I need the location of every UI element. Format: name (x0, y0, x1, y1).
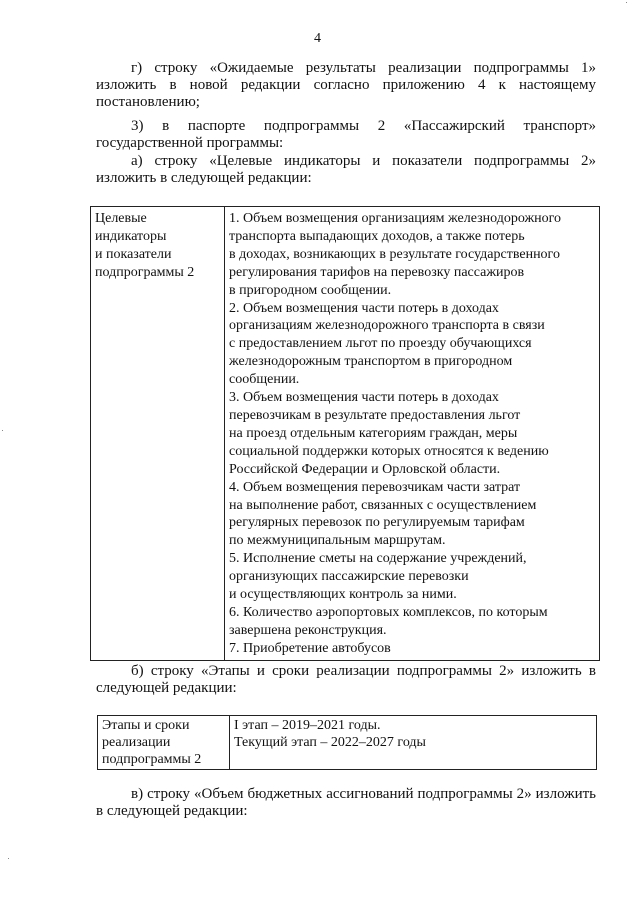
cell-line: завершена реконструкция. (229, 622, 387, 638)
paragraph-g: г) строку «Ожидаемые результаты реализации подпрограммы 1» изложить в новой редакции согласно приложению 4 к настоящему постановлению; (96, 60, 596, 110)
cell-line: на выполнение работ, связанных с осуществлением (229, 497, 537, 513)
cell-line: в пригородном сообщении. (229, 282, 392, 298)
cell-line: регулирования тарифов на перевозку пассажиров (229, 264, 525, 280)
cell-line: I этап – 2019–2021 годы. (234, 718, 381, 733)
table-value-cell (230, 716, 597, 770)
stages-table (97, 715, 597, 770)
cell-line: реализации (102, 735, 171, 750)
cell-line: перевозчикам в результате предоставления льгот (229, 407, 521, 423)
cell-line: социальной поддержки которых относятся к ведению (229, 443, 549, 459)
paragraph-a: а) строку «Целевые индикаторы и показатели подпрограммы 2» изложить в следующей редакции: (96, 153, 596, 186)
page-number: 4 (314, 31, 321, 46)
cell-line: 4. Объем возмещения перевозчикам части затрат (229, 479, 521, 495)
cell-line: подпрограммы 2 (95, 264, 195, 280)
cell-line: Этапы и сроки (102, 718, 190, 733)
cell-line: 1. Объем возмещения организациям железнодорожного (229, 211, 562, 226)
cell-line: 7. Приобретение автобусов (229, 640, 391, 656)
cell-line: 5. Исполнение сметы на содержание учреждений, (229, 551, 527, 567)
cell-line: 3. Объем возмещения части потерь в доходах (229, 390, 499, 406)
scan-speck (626, 2, 627, 3)
indicators-table (90, 206, 600, 661)
cell-line: по межмуниципальным маршрутам. (229, 533, 446, 549)
table-row (98, 716, 597, 770)
scan-speck (8, 858, 9, 859)
cell-line: Текущий этап – 2022–2027 годы (234, 735, 426, 750)
cell-line: железнодорожным транспортом в пригородном (229, 354, 513, 370)
cell-line: организациям железнодорожного транспорта в связи (229, 318, 545, 334)
table-label-cell (91, 207, 225, 661)
cell-line: индикаторы (95, 228, 167, 244)
cell-line: Целевые (95, 211, 147, 226)
cell-line: и осуществляющих контроль за ними. (229, 587, 457, 603)
cell-line: сообщении. (229, 372, 300, 388)
paragraph-b: б) строку «Этапы и сроки реализации подпрограммы 2» изложить в следующей редакции: (96, 663, 596, 696)
scan-speck (2, 430, 3, 431)
cell-line: 6. Количество аэропортовых комплексов, по которым (229, 604, 548, 620)
cell-line: организующих пассажирские перевозки (229, 569, 469, 585)
paragraph-v: в) строку «Объем бюджетных ассигнований подпрограммы 2» изложить в следующей редакции: (96, 786, 596, 819)
table-label-cell (98, 716, 230, 770)
paragraph-3: 3) в паспорте подпрограммы 2 «Пассажирский транспорт» государственной программы: (96, 118, 596, 151)
cell-line: с предоставлением льгот по проезду обучающихся (229, 336, 532, 352)
table-row (91, 207, 600, 661)
cell-line: в доходах, возникающих в результате государственного (229, 246, 560, 262)
cell-line: регулярных перевозок по регулируемым тарифам (229, 515, 525, 531)
cell-line: подпрограммы 2 (102, 752, 202, 767)
cell-line: транспорта выпадающих доходов, а также потерь (229, 228, 525, 244)
table-value-cell (225, 207, 600, 661)
cell-line: Российской Федерации и Орловской области. (229, 461, 501, 477)
cell-line: на проезд отдельным категориям граждан, меры (229, 425, 518, 441)
cell-line: 2. Объем возмещения части потерь в доходах (229, 300, 499, 316)
cell-line: и показатели (95, 246, 172, 262)
